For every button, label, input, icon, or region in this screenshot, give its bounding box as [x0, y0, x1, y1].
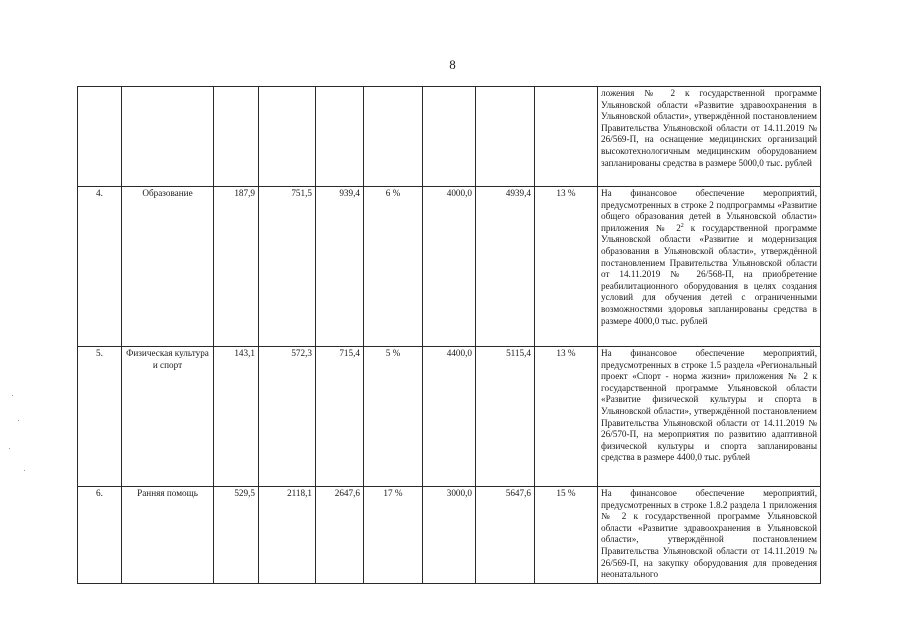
value-5: 5115,4 [476, 347, 535, 487]
value-4: 4000,0 [423, 187, 476, 347]
row-name: Образование [122, 187, 214, 347]
percent-2: 13 % [535, 187, 598, 347]
page-number: 8 [449, 57, 456, 72]
table-row [78, 487, 821, 584]
row-description [598, 187, 821, 347]
row-number: 4. [78, 187, 122, 347]
table-row [78, 187, 821, 347]
value-2: 2118,1 [259, 487, 316, 584]
value-2: 751,5 [259, 187, 316, 347]
budget-table [77, 86, 821, 584]
row-number [78, 87, 122, 187]
value-4: 3000,0 [423, 487, 476, 584]
percent-1: 6 % [364, 187, 423, 347]
value-5: 5647,6 [476, 487, 535, 584]
scan-speck [24, 470, 25, 471]
row-name: Физическая культура и спорт [122, 347, 214, 487]
value-1: 143,1 [214, 347, 259, 487]
value-1 [214, 87, 259, 187]
value-3: 939,4 [316, 187, 364, 347]
percent-2 [535, 87, 598, 187]
row-description-part: На финансовое обеспечение мероприятий, предусмотренных в строке 2 подпрограммы «Развитие общего образования детей в Ульяновской области» приложения № 2 [601, 188, 817, 233]
value-1: 529,5 [214, 487, 259, 584]
row-name [122, 87, 214, 187]
value-3: 2647,6 [316, 487, 364, 584]
value-5 [476, 87, 535, 187]
percent-1: 5 % [364, 347, 423, 487]
scan-speck [18, 420, 19, 421]
row-number: 6. [78, 487, 122, 584]
percent-1: 17 % [364, 487, 423, 584]
percent-2: 13 % [535, 347, 598, 487]
value-3 [316, 87, 364, 187]
value-1: 187,9 [214, 187, 259, 347]
row-description: На финансовое обеспечение мероприятий, предусмотренных в строке 1.5 раздела «Региональный проект «Спорт - норма жизни» приложения № 2 к государственной программе Ульяновской области «Развитие физической культуры и спорта в Ульяновской области», утверждённой постановлением Правительства Ульяновской области от 14.11.2019 № 26/570-П, на мероприятия по развитию адаптивной физической культуры и спорта запланированы средства в размере 4400,0 тыс. рублей [598, 347, 821, 487]
table-row [78, 347, 821, 487]
percent-1 [364, 87, 423, 187]
value-4: 4400,0 [423, 347, 476, 487]
row-number: 5. [78, 347, 122, 487]
value-2: 572,3 [259, 347, 316, 487]
row-description: На финансовое обеспечение мероприятий, предусмотренных в строке 1.8.2 раздела 1 приложения № 2 к государственной программе Ульяновской области «Развитие здравоохранения в Ульяновской области», утверждённой постановлением Правительства Ульяновской области от 14.11.2019 № 26/569-П, на закупку оборудования для проведения неонатального [598, 487, 821, 584]
percent-2: 15 % [535, 487, 598, 584]
value-2 [259, 87, 316, 187]
row-description-part: к государственной программе Ульяновской области «Развитие и модернизация образования в Ульяновской области», утверждённой постановлением Правительства Ульяновской области от 14.11.2019 № 26/568-П, на приобретение реабилитационного оборудования в целях создания условий для обучения детей с ограниченными возможностями здоровья запланированы средства в размере 4000,0 тыс. рублей [601, 222, 817, 326]
row-name: Ранняя помощь [122, 487, 214, 584]
value-5: 4939,4 [476, 187, 535, 347]
value-4 [423, 87, 476, 187]
superscript: 2 [680, 222, 684, 229]
table-row [78, 87, 821, 187]
scan-speck [9, 448, 10, 449]
value-3: 715,4 [316, 347, 364, 487]
row-description: ложения № 2 к государственной программе Ульяновской области «Развитие здравоохранения в Ульяновской области», утверждённой постановлением Правительства Ульяновской области от 14.11.2019 № 26/569-П, на оснащение медицинских организаций высокотехнологичным медицинским оборудованием запланированы средства в размере 5000,0 тыс. рублей [598, 87, 821, 187]
scan-speck [12, 395, 13, 396]
